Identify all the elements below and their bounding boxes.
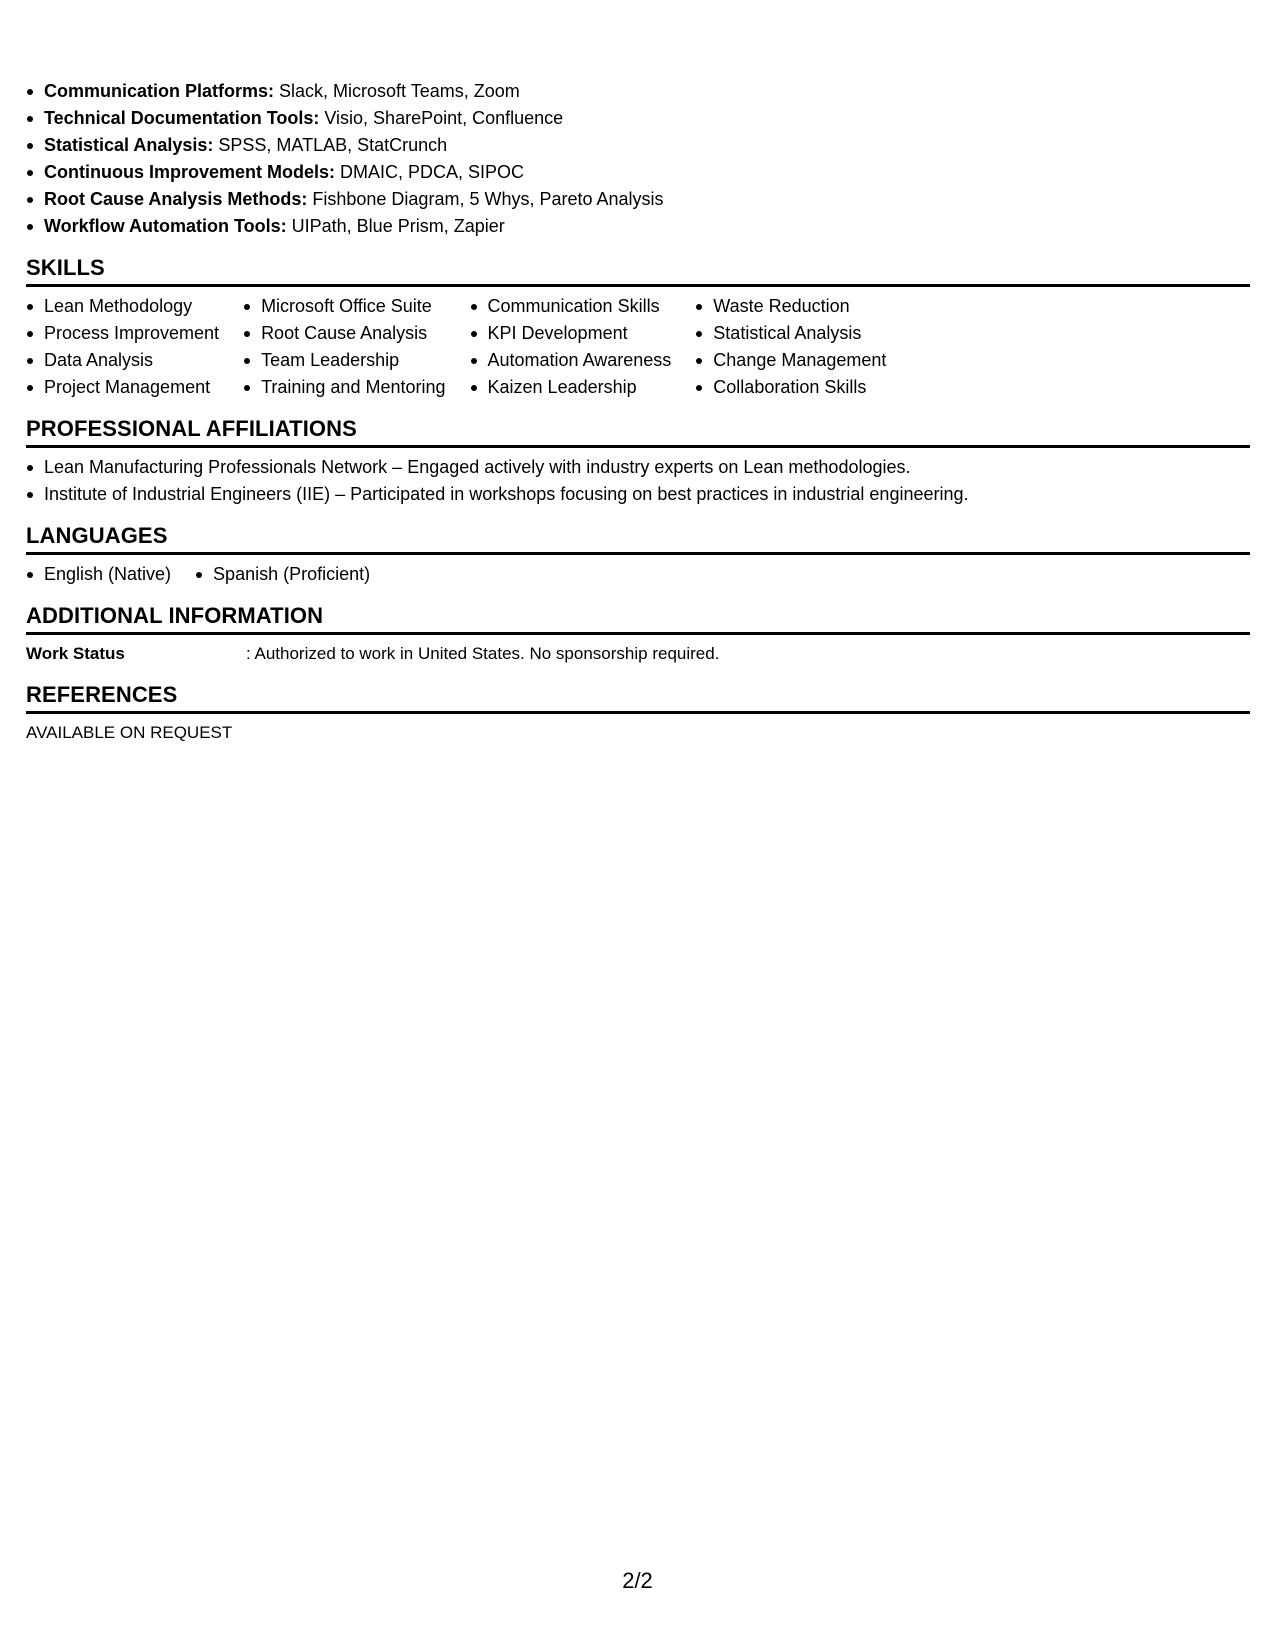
tool-term: Communication Platforms: — [44, 81, 275, 101]
list-item: Lean Manufacturing Professionals Network – Engaged actively with industry experts on Lean methodologies. — [26, 454, 1250, 481]
tool-value: UIPath, Blue Prism, Zapier — [286, 216, 505, 236]
skill-item: KPI Development — [470, 320, 672, 347]
work-status-label: Work Status — [26, 644, 125, 663]
skill-item: Project Management — [26, 374, 219, 401]
tool-term: Workflow Automation Tools: — [44, 216, 287, 236]
references-text: AVAILABLE ON REQUEST — [26, 723, 233, 742]
languages-section — [26, 522, 1250, 588]
skill-item: Lean Methodology — [26, 293, 219, 320]
skills-column — [695, 293, 886, 401]
list-item — [26, 105, 1250, 132]
additional-info-section — [26, 602, 1250, 667]
skill-item: Automation Awareness — [470, 347, 672, 374]
skills-section — [26, 254, 1250, 401]
languages-list — [26, 561, 1250, 588]
skills-grid — [26, 293, 1250, 401]
work-status-value: : Authorized to work in United States. No sponsorship required. — [246, 644, 720, 663]
tool-term: Statistical Analysis: — [44, 135, 214, 155]
tool-value: Visio, SharePoint, Confluence — [319, 108, 564, 128]
section-title: ADDITIONAL INFORMATION — [26, 602, 1250, 635]
references-section — [26, 681, 1250, 746]
page-number: 2/2 — [622, 1568, 653, 1593]
info-row — [26, 641, 1250, 667]
section-title: LANGUAGES — [26, 522, 1250, 555]
skill-item: Collaboration Skills — [695, 374, 886, 401]
list-item: Institute of Industrial Engineers (IIE) – Participated in workshops focusing on best practices in industrial engineering. — [26, 481, 1250, 508]
skill-item: Team Leadership — [243, 347, 445, 374]
section-title: REFERENCES — [26, 681, 1250, 714]
tool-value: Fishbone Diagram, 5 Whys, Pareto Analysis — [307, 189, 664, 209]
section-title: SKILLS — [26, 254, 1250, 287]
skills-column — [26, 293, 219, 401]
skill-item: Waste Reduction — [695, 293, 886, 320]
skill-item: Kaizen Leadership — [470, 374, 672, 401]
tool-value: Slack, Microsoft Teams, Zoom — [274, 81, 520, 101]
tool-term: Continuous Improvement Models: — [44, 162, 336, 182]
skill-item: Training and Mentoring — [243, 374, 445, 401]
language-item: English (Native) — [26, 561, 171, 588]
tool-term: Root Cause Analysis Methods: — [44, 189, 308, 209]
affiliations-section — [26, 415, 1250, 508]
skills-column — [470, 293, 672, 401]
tool-value: SPSS, MATLAB, StatCrunch — [213, 135, 448, 155]
skill-item: Statistical Analysis — [695, 320, 886, 347]
skill-item: Process Improvement — [26, 320, 219, 347]
skill-item: Data Analysis — [26, 347, 219, 374]
list-item — [26, 132, 1250, 159]
tool-term: Technical Documentation Tools: — [44, 108, 320, 128]
list-item — [26, 186, 1250, 213]
tools-list — [26, 78, 1250, 240]
skill-item: Change Management — [695, 347, 886, 374]
list-item — [26, 159, 1250, 186]
tool-value: DMAIC, PDCA, SIPOC — [335, 162, 525, 182]
skills-column — [243, 293, 445, 401]
resume-page-2 — [26, 78, 1250, 746]
list-item — [26, 213, 1250, 240]
affiliations-list — [26, 454, 1250, 508]
skill-item: Microsoft Office Suite — [243, 293, 445, 320]
skill-item: Communication Skills — [470, 293, 672, 320]
list-item — [26, 78, 1250, 105]
language-item: Spanish (Proficient) — [195, 561, 370, 588]
skill-item: Root Cause Analysis — [243, 320, 445, 347]
section-title: PROFESSIONAL AFFILIATIONS — [26, 415, 1250, 448]
